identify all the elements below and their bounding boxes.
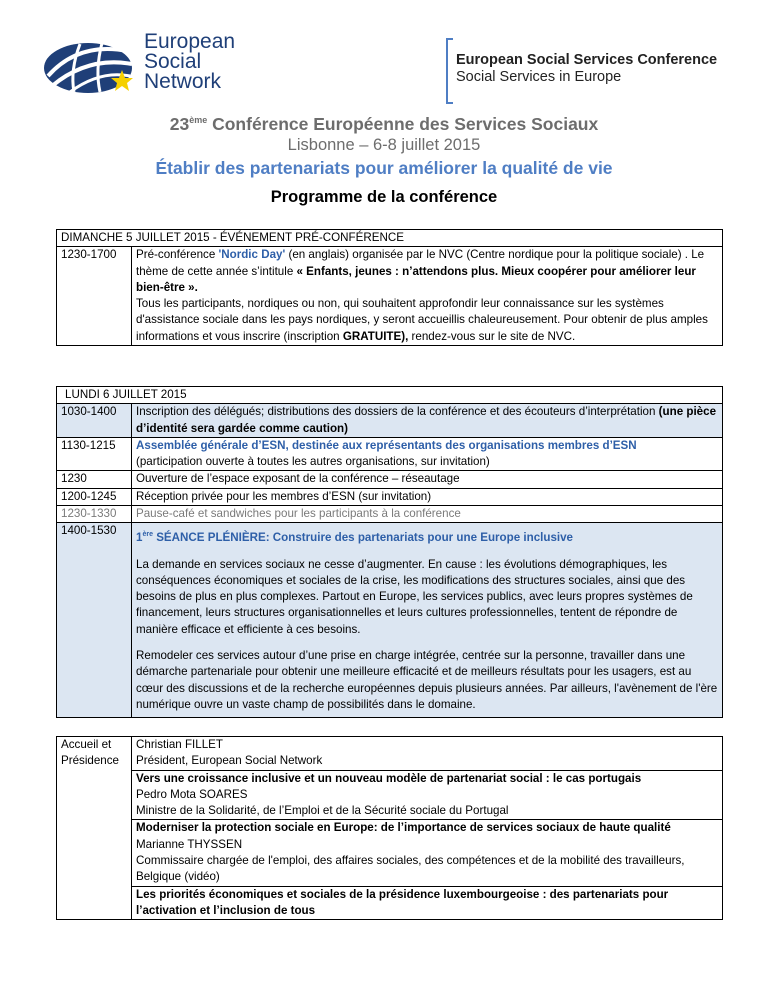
schedule-item: Assemblée générale d’ESN, destinée aux représentants des organisations membres d’ESN (participation ouverte à toutes les autres organisations, sur invitation) (132, 437, 723, 471)
sunday-description (132, 247, 723, 346)
speaker-role: Commissaire chargée de l'emploi, des affaires sociales, des compétences et de la mobilité des travailleurs, Belgique (vidéo) (136, 854, 685, 884)
plenary-paragraph-1: La demande en services sociaux ne cesse d’augmenter. En cause : les évolutions démographiques, les conséquences économiques et sociales de la crise, les modifications des structures sociales, ainsi que des besoins de plus en plus complexes. Partout en Europe, les services publics, avec leurs propres systèmes de financement, leurs structures organisationnelles et leurs cultures professionnelles, tentent de répondre de manière efficace et efficiente à ces besoins. (136, 557, 693, 636)
schedule-row (57, 488, 723, 505)
speaker-name: Marianne THYSSEN (136, 837, 243, 851)
monday-table (56, 386, 723, 718)
nordic-day-label: 'Nordic Day' (218, 248, 286, 262)
speaker-block (132, 820, 723, 886)
chair-label: Accueil et Présidence (57, 737, 132, 920)
bracket-decoration (446, 38, 453, 104)
esn-logo-text (144, 32, 235, 92)
speakers-row (57, 886, 723, 920)
sunday-paragraph-2: Tous les participants, nordiques ou non, qui souhaitent approfondir leur connaissance sur les systèmes d'assistance sociale dans les pays nordiques, y seront accueillis chaleureusement. Pour obtenir de plus amples informations et vous inscrire (inscription GRATUITE), rendez-vous sur le site de NVC. (136, 297, 708, 343)
schedule-item: Inscription des délégués; distributions des dossiers de la conférence et des écouteurs d’interprétation (une pièce d’identité sera gardée comme caution) (132, 404, 723, 438)
schedule-item: Réception privée pour les membres d’ESN (sur invitation) (132, 488, 723, 505)
speakers-row (57, 820, 723, 886)
schedule-item: Pause-café et sandwiches pour les participants à la conférence (132, 506, 723, 523)
conference-theme: Établir des partenariats pour améliorer la qualité de vie (155, 158, 613, 178)
sunday-session-row (57, 247, 723, 346)
speaker-block (132, 770, 723, 820)
plenary-session-row (57, 523, 723, 718)
schedule-row (57, 404, 723, 438)
conference-logo (446, 38, 746, 98)
edition-title: Conférence Européenne des Services Sociaux (207, 114, 599, 134)
speaker-role: Ministre de la Solidarité, de l’Emploi et de la Sécurité sociale du Portugal (136, 804, 509, 818)
speakers-row (57, 770, 723, 820)
sunday-day-header: DIMANCHE 5 JUILLET 2015 - ÉVÉNEMENT PRÉ-CONFÉRENCE (57, 230, 723, 247)
schedule-time: 1400-1530 (57, 523, 132, 718)
esn-logo (40, 30, 240, 100)
speakers-row (57, 737, 723, 771)
schedule-row (57, 471, 723, 488)
speaker-block (132, 886, 723, 920)
programme-title: Programme de la conférence (270, 188, 498, 206)
esn-logo-line3: Network (144, 70, 222, 93)
speaker-name: Christian FILLET (136, 738, 223, 751)
plenary-title: 1ère SÉANCE PLÉNIÈRE: Construire des partenariats pour une Europe inclusive (136, 531, 574, 545)
schedule-time: 1130-1215 (57, 437, 132, 471)
schedule-row (57, 437, 723, 471)
sunday-paragraph-1: Pré-conférence 'Nordic Day' (en anglais) organisée par le NVC (Centre nordique pour la politique sociale) . Le thème de cette année s’intitule « Enfants, jeunes : n’attendons plus. Mieux coopérer pour améliorer leur bien-être ». (136, 248, 705, 294)
esn-logo-line2: Social (144, 50, 202, 73)
schedule-time: 1230 (57, 471, 132, 488)
conference-title: European Social Services Conference (456, 52, 718, 68)
plenary-paragraph-2: Remodeler ces services autour d’une prise en charge intégrée, centrée sur la personne, travailler dans une démarche partenariale pour obtenir une meilleure efficacité et de meilleurs résultats pour les usagers, est au cœur des discussions et de la recherche européennes depuis plusieurs années. Par ailleurs, l'avènement de l'ère numérique ouvre un vaste champ de possibilités dans le domaine. (136, 649, 718, 711)
talk-title: Vers une croissance inclusive et un nouveau modèle de partenariat social : le cas portugais (136, 771, 642, 785)
edition-sup: ème (189, 115, 208, 126)
edition-number: 23 (169, 114, 190, 134)
talk-title: Moderniser la protection sociale en Europe: de l’importance de services sociaux de haute qualité (136, 821, 671, 835)
monday-header-row (57, 387, 723, 404)
speaker-name: Pedro Mota SOARES (136, 787, 248, 801)
schedule-row (57, 506, 723, 523)
speaker-role: Président, European Social Network (136, 754, 323, 768)
esn-logo-line1: European (144, 30, 236, 53)
schedule-time: 1200-1245 (57, 488, 132, 505)
schedule-item: Ouverture de l’espace exposant de la conférence – réseautage (132, 471, 723, 488)
speaker-block (132, 737, 723, 771)
sunday-header-row (57, 230, 723, 247)
sunday-table (56, 229, 723, 346)
schedule-time: 1030-1400 (57, 404, 132, 438)
speakers-table (56, 736, 723, 920)
edition-heading (0, 114, 768, 135)
monday-day-header: LUNDI 6 JUILLET 2015 (57, 387, 723, 404)
talk-title: Les priorités économiques et sociales de la présidence luxembourgeoise : des partenariats pour l’activation et l’inclusion de tous (136, 887, 669, 917)
schedule-time: 1230-1330 (57, 506, 132, 523)
location-date: Lisbonne – 6-8 juillet 2015 (287, 136, 481, 154)
sunday-time: 1230-1700 (57, 247, 132, 346)
plenary-session (132, 523, 723, 718)
conference-subtitle: Social Services in Europe (456, 69, 622, 85)
esn-globe-icon (40, 30, 140, 98)
